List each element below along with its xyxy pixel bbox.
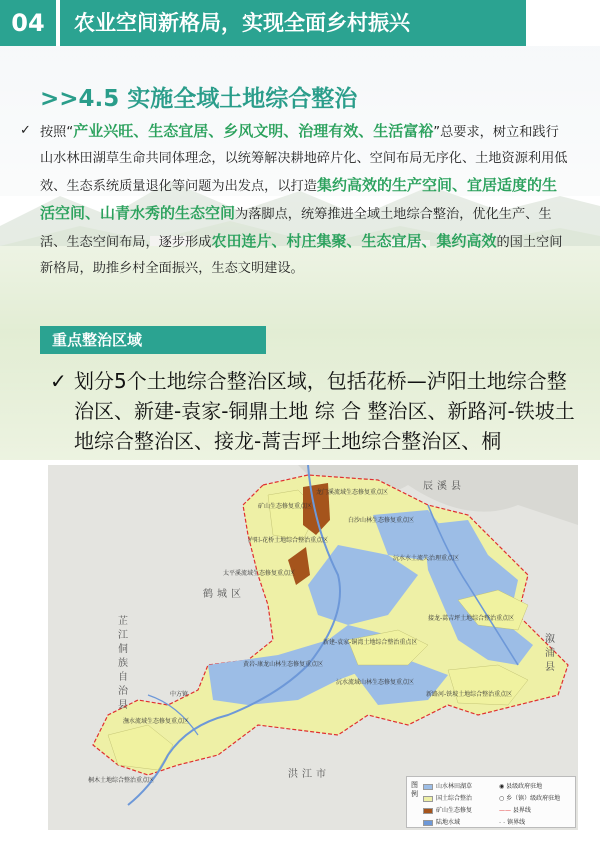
map-label: 接龙-蒿吉坪土地综合整治重点区 (428, 615, 515, 622)
bullet-text: 划分5个土地综合整治区域，包括花桥—泸阳土地综合整治区、新建-袁家-铜鼎土地 综 合 整治区、新路河-铁坡土地综合整治区、接龙-蒿吉坪土地综合整治区、桐 (74, 369, 575, 453)
para-text-1: 按照“ (40, 125, 74, 140)
city-label: 鹤城区 (203, 589, 245, 600)
map-label: 白沙山林生态修复重点区 (348, 517, 415, 524)
map-label: 泸阳-花桥土地综合整治重点区 (248, 537, 329, 544)
chapter-number: 04 (0, 0, 56, 46)
city-label: 溆浦县 (545, 634, 555, 673)
map-label: 龙门溪流域生态修复重点区 (316, 489, 389, 496)
check-icon: ✓ (50, 369, 67, 393)
para-highlight-1: 产业兴旺、生态宜居、乡风文明、治理有效、生活富裕 (73, 122, 434, 140)
intro-paragraph (20, 118, 570, 282)
para-text-3: 为落脚点，统筹推进全域土地综合整治，优化生产、生活、生态空间布局，逐步形成 (40, 207, 552, 250)
map-label: 桐木土地综合整治重点区 (88, 777, 155, 784)
map-label: 沅水水土流失治理重点区 (393, 555, 460, 562)
city-label: 辰溪县 (423, 481, 465, 492)
check-icon: ✓ (20, 123, 31, 138)
para-text-4: 的国土空间新格局，助推乡村全面振兴，生态文明建设。 (40, 235, 563, 276)
town-seat-icon: ○ (499, 795, 507, 802)
legend-item: 山水林田湖草 (423, 781, 472, 790)
map-label: 中方镇 (170, 691, 189, 698)
subheading: 重点整治区域 (40, 326, 266, 354)
map-label: 潕水流域生态修复重点区 (123, 718, 190, 725)
legend-item: 矿山生态修复 (423, 805, 472, 814)
legend-item: ◉ 县级政府驻地 (499, 783, 543, 790)
legend-item: - - 镇界线 (499, 819, 526, 826)
zoning-map (48, 465, 578, 830)
map-label: 矿山生态修复重点区 (258, 503, 313, 510)
para-text-2: ”总要求，树立和践行山水林田湖草生命共同体理念，以统筹解决耕地碎片化、空间布局无序化、土地资源利用低效、生态系统质量退化等问题为出发点，以打造 (40, 125, 568, 194)
city-label: 洪江市 (288, 769, 330, 780)
para-highlight-3: 农田连片、村庄集聚、生态宜居、集约高效 (211, 232, 497, 250)
map-legend (406, 776, 576, 828)
map-label: 黄岩-康龙山林生态修复重点区 (243, 661, 324, 668)
legend-item: —— 县界线 (499, 807, 531, 814)
map-label: 沅水流域山林生态修复重点区 (336, 679, 415, 686)
section-title: >>4.5 实施全域土地综合整治 (40, 86, 358, 112)
legend-item: 国土综合整治 (423, 793, 472, 802)
legend-item: ○ 乡（镇）级政府驻地 (499, 795, 561, 802)
map-label: 新建-袁家-铜湾土地综合整治重点区 (323, 639, 418, 646)
bullet-item (50, 366, 580, 456)
map-label: 新路河-铁坡土地综合整治重点区 (426, 691, 513, 698)
city-label: 芷江侗族自治县 (118, 616, 128, 711)
map-label: 太平溪流域生态修复重点区 (223, 570, 296, 577)
legend-item: 陆地水域 (423, 817, 460, 826)
county-seat-icon: ◉ (499, 783, 507, 790)
legend-title: 图例 (411, 781, 418, 798)
chapter-title: 农业空间新格局，实现全面乡村振兴 (60, 0, 526, 46)
para-highlight-2: 集约高效的生产空间、宜居适度的生活空间、山青水秀的生态空间 (40, 176, 557, 222)
